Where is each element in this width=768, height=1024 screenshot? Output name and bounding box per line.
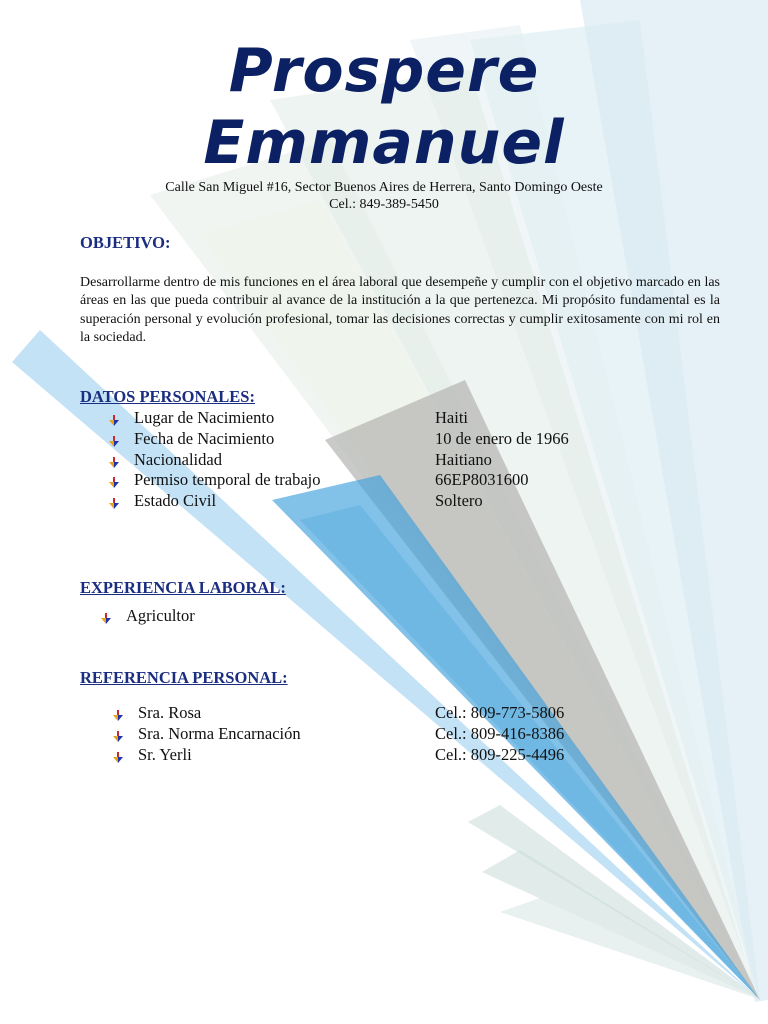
arrow-bullet-icon	[108, 412, 120, 424]
references-heading: REFERENCIA PERSONAL:	[80, 668, 288, 687]
arrow-bullet-icon	[112, 749, 124, 761]
reference-phone: Cel.: 809-416-8386	[435, 724, 565, 743]
personal-label: Fecha de Nacimiento	[134, 429, 275, 448]
personal-value: 66EP8031600	[435, 470, 529, 489]
arrow-bullet-icon	[108, 474, 120, 486]
personal-value: Haiti	[435, 408, 468, 427]
personal-value: 10 de enero de 1966	[435, 429, 569, 448]
personal-heading: DATOS PERSONALES:	[80, 387, 255, 406]
reference-phone: Cel.: 809-225-4496	[435, 745, 565, 764]
arrow-bullet-icon	[100, 610, 112, 622]
reference-name: Sra. Rosa	[138, 703, 202, 722]
arrow-bullet-icon	[108, 495, 120, 507]
personal-value: Soltero	[435, 491, 483, 510]
experience-heading: EXPERIENCIA LABORAL:	[80, 578, 286, 597]
personal-label: Nacionalidad	[134, 450, 222, 469]
personal-value: Haitiano	[435, 450, 492, 469]
reference-phone: Cel.: 809-773-5806	[435, 703, 565, 722]
arrow-bullet-icon	[112, 707, 124, 719]
personal-label: Estado Civil	[134, 491, 217, 510]
arrow-bullet-icon	[108, 433, 120, 445]
name-last: Emmanuel	[203, 108, 565, 178]
address-line: Calle San Miguel #16, Sector Buenos Aires de Herrera, Santo Domingo Oeste	[165, 180, 603, 195]
experience-label: Agricultor	[126, 606, 195, 625]
personal-label: Lugar de Nacimiento	[134, 408, 275, 427]
phone-line: Cel.: 849-389-5450	[329, 197, 439, 212]
personal-label: Permiso temporal de trabajo	[134, 470, 321, 489]
objective-heading: OBJETIVO:	[80, 233, 171, 252]
reference-name: Sra. Norma Encarnación	[138, 724, 301, 743]
arrow-bullet-icon	[108, 454, 120, 466]
objective-text: Desarrollarme dentro de mis funciones en el área laboral que desempeñe y cumplir con el objetivo marcado en las áreas en las que pueda contribuir al avance de la institución a la que pertenezca. Mi propósito fundamental es la superación personal y evolución profesional, tomar las decisiones correctas y cumplir exitosamente con mi rol en la sociedad.	[80, 275, 720, 345]
name-first: Prospere	[228, 36, 540, 106]
reference-name: Sr. Yerli	[138, 745, 192, 764]
arrow-bullet-icon	[112, 728, 124, 740]
